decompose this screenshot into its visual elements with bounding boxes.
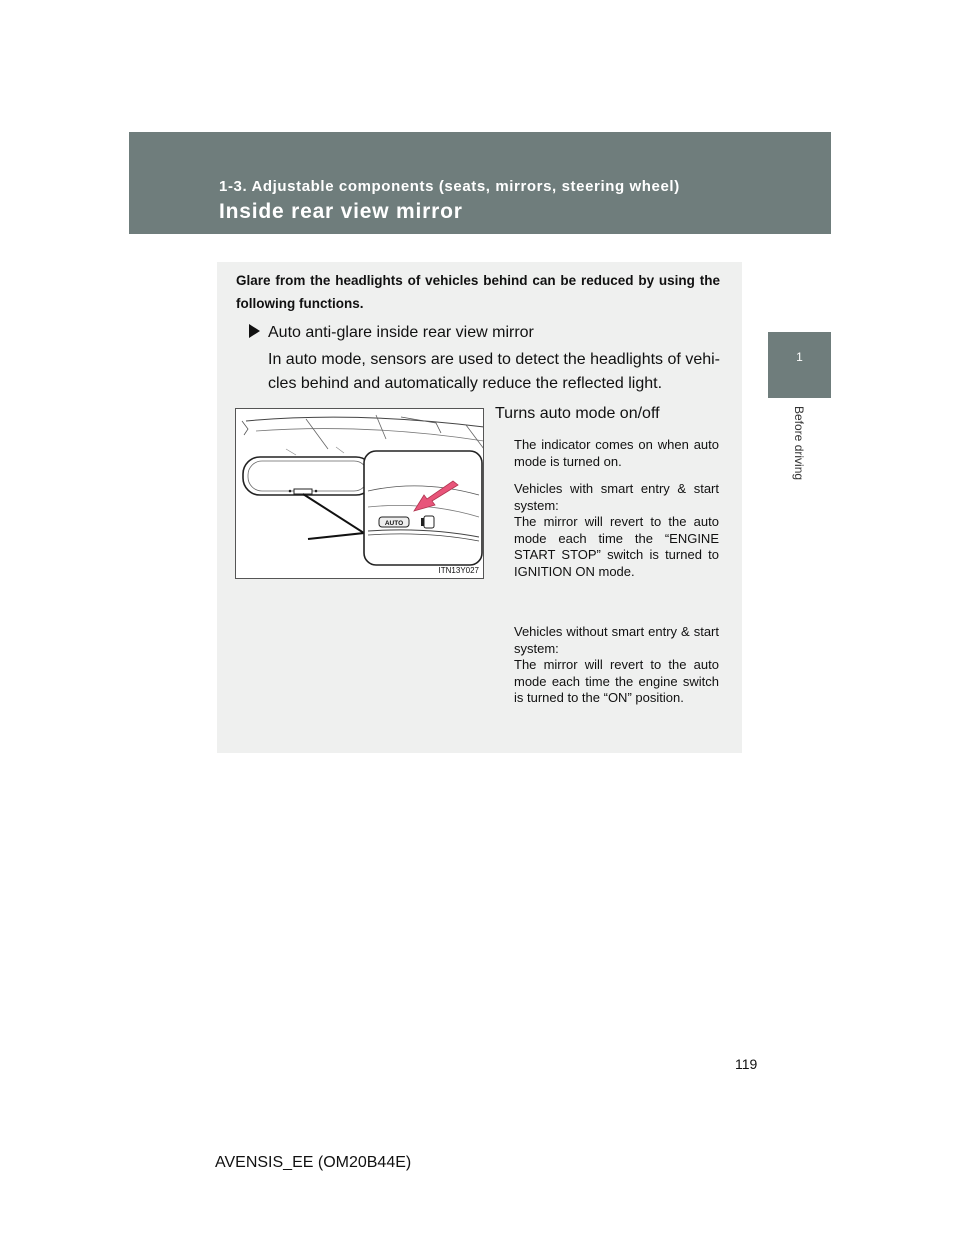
note-line: The mirror will revert to the auto mode each time the engine switch is turned to the “ON” position.: [514, 657, 719, 705]
note-line: The indicator comes on when auto mode is turned on.: [514, 437, 719, 469]
callout-title: Turns auto mode on/off: [495, 405, 660, 422]
note-indicator: [514, 437, 719, 470]
page-number: 119: [735, 1056, 758, 1072]
manual-id: AVENSIS_EE (OM20B44E): [215, 1154, 412, 1171]
note-line: The mirror will revert to the auto mode each time the “ENGINE START STOP” switch is turned to IGNITION ON mode.: [514, 514, 719, 579]
feature-title: [249, 324, 534, 342]
page-title: Inside rear view mirror: [219, 200, 463, 223]
chapter-tab-number: 1: [796, 350, 803, 364]
auto-button-label: AUTO: [384, 520, 404, 527]
note-smart-entry: [514, 481, 719, 580]
note-line: Vehicles with smart entry & start system:: [514, 481, 719, 513]
mirror-drawing: [236, 409, 484, 579]
figure-code: ITN13Y027: [438, 566, 479, 575]
note-no-smart-entry: [514, 624, 719, 707]
chapter-tab: [768, 332, 831, 398]
mirror-illustration: [235, 408, 484, 579]
intro-text: Glare from the headlights of vehicles behind can be reduced by using the following functions.: [236, 273, 720, 311]
bullet-arrow-icon: [249, 324, 260, 338]
feature-title-text: Auto anti-glare inside rear view mirror: [268, 324, 534, 341]
section-label: 1-3. Adjustable components (seats, mirrors, steering wheel): [219, 178, 680, 195]
note-line: Vehicles without smart entry & start system:: [514, 624, 719, 656]
feature-description: In auto mode, sensors are used to detect the headlights of vehi-cles behind and automatically reduce the reflected light.: [268, 351, 720, 392]
chapter-tab-label: Before driving: [792, 406, 806, 481]
